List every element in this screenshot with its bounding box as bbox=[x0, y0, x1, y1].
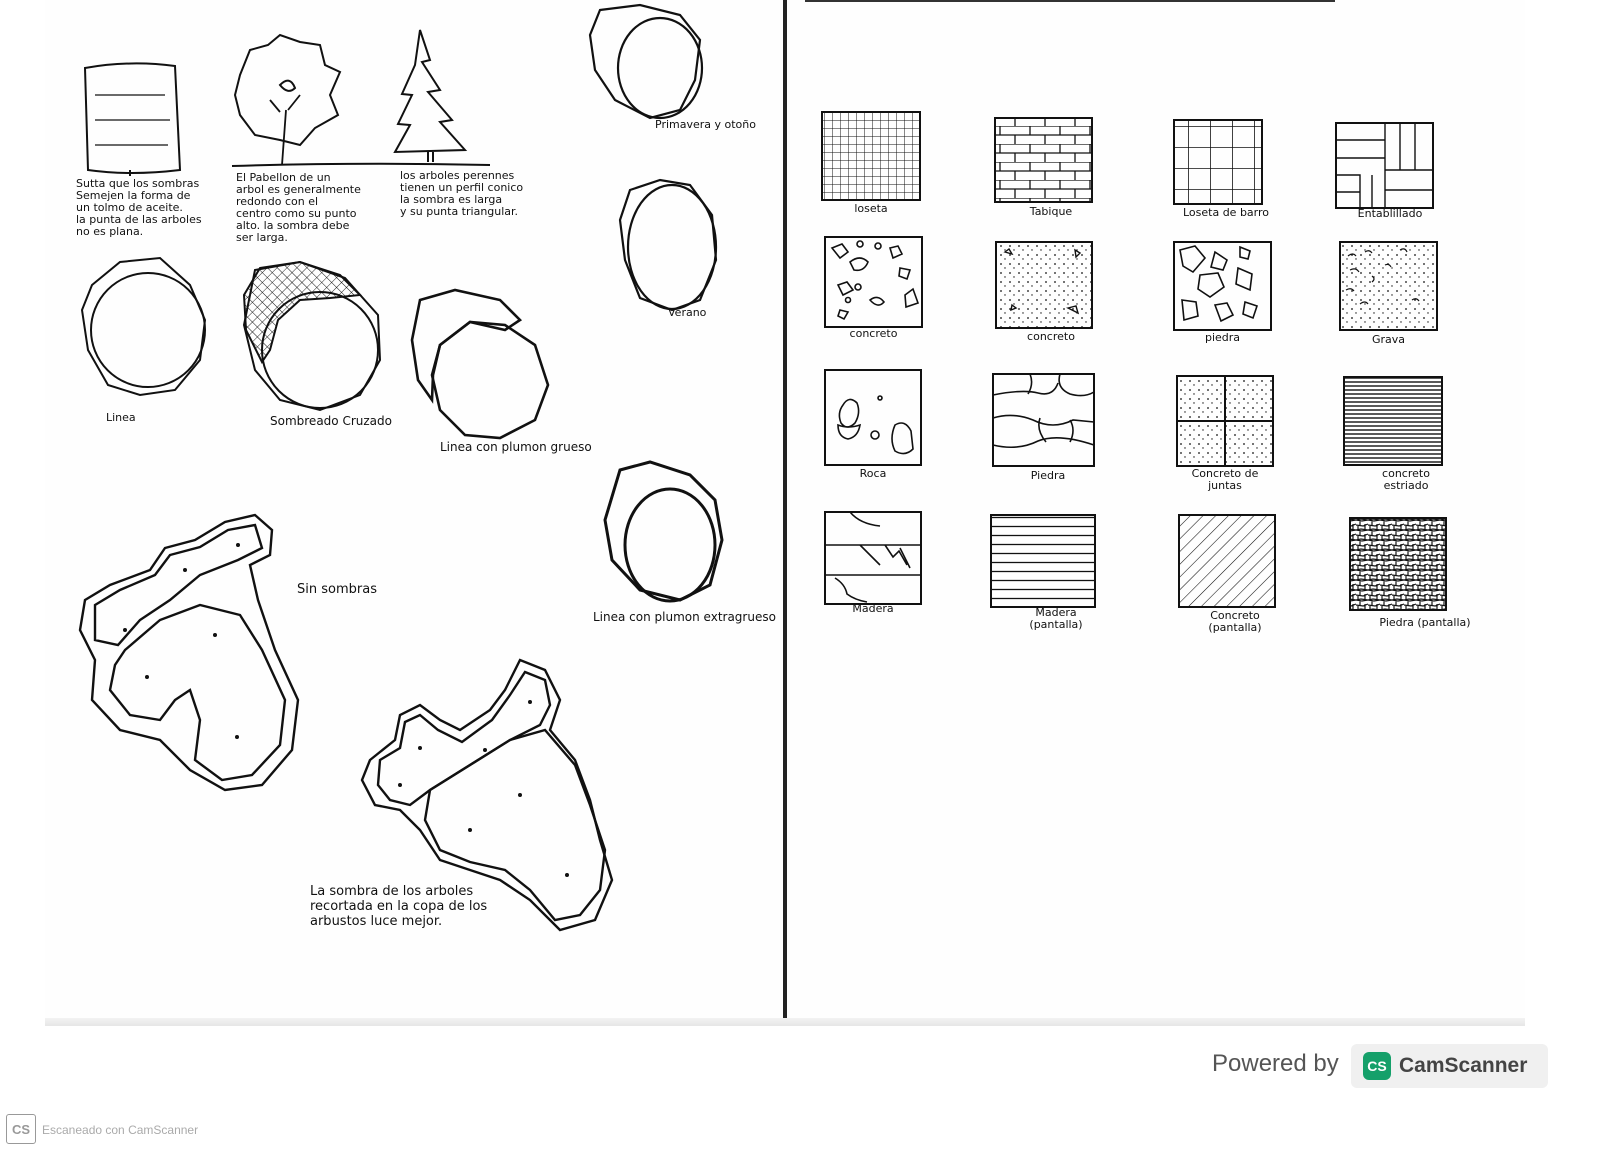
tree-round-elevation bbox=[235, 35, 340, 165]
texture-loseta bbox=[822, 112, 920, 200]
note-rectangle-tree: Sutta que los sombras Semejen la forma de un tolmo de aceite. la punta de las arboles no es plana. bbox=[76, 177, 202, 238]
texture-label: loseta bbox=[854, 202, 888, 215]
texture-label: Concreto de juntas bbox=[1191, 467, 1259, 492]
powered-by-text: Powered by bbox=[1212, 1050, 1339, 1077]
texture-label: Madera (pantalla) bbox=[1029, 606, 1083, 631]
texture-concreto-pantalla bbox=[1179, 515, 1275, 607]
camscanner-small-logo-icon: CS bbox=[6, 1114, 36, 1144]
texture-label: Piedra (pantalla) bbox=[1379, 616, 1471, 629]
texture-concreto-2 bbox=[996, 242, 1092, 328]
tree-conifer-elevation bbox=[395, 30, 465, 162]
plan-sin-sombras bbox=[80, 515, 298, 790]
texture-madera-pantalla bbox=[991, 515, 1095, 607]
texture-label: concreto bbox=[849, 327, 898, 340]
texture-label: Piedra bbox=[1030, 469, 1066, 482]
scan-note: Escaneado con CamScanner bbox=[42, 1123, 199, 1137]
texture-label: concreto estriado bbox=[1382, 467, 1430, 492]
texture-label: Loseta de barro bbox=[1182, 206, 1270, 219]
texture-piedra-1 bbox=[1174, 242, 1271, 330]
label-plumon-grueso: Linea con plumon grueso bbox=[440, 440, 592, 454]
ground-line bbox=[232, 164, 490, 166]
camscanner-badge[interactable] bbox=[1351, 1044, 1548, 1088]
texture-entablillado bbox=[1336, 123, 1433, 208]
texture-loseta-barro bbox=[1174, 120, 1262, 204]
texture-roca bbox=[825, 370, 921, 465]
note-round-tree: El Pabellon de un arbol es generalmente redondo con el centro como su punto alto. la sombra debe ser larga. bbox=[236, 171, 361, 244]
label-verano: Verano bbox=[668, 306, 707, 319]
texture-concreto-juntas bbox=[1177, 376, 1273, 466]
label-sombreado: Sombreado Cruzado bbox=[270, 414, 392, 428]
texture-piedra-pantalla bbox=[1350, 518, 1446, 610]
camscanner-logo-icon: CS bbox=[1363, 1052, 1391, 1080]
plan-sombreado-cruzado bbox=[244, 262, 380, 410]
texture-label: Concreto (pantalla) bbox=[1208, 609, 1262, 634]
texture-label: concreto bbox=[1027, 330, 1075, 343]
plan-plumon-extra bbox=[605, 462, 722, 601]
plan-plumon-grueso bbox=[412, 290, 548, 438]
texture-label: Grava bbox=[1371, 333, 1406, 346]
plan-primavera bbox=[590, 5, 702, 118]
texture-madera bbox=[825, 512, 921, 604]
texture-grava bbox=[1340, 242, 1437, 330]
texture-piedra-2 bbox=[993, 374, 1094, 466]
label-sin-sombras: Sin sombras bbox=[297, 582, 377, 597]
label-primavera: Primavera y otoño bbox=[655, 118, 756, 131]
texture-concreto-estriado bbox=[1344, 377, 1442, 465]
label-recortada: La sombra de los arboles recortada en la copa de los arbustos luce mejor. bbox=[310, 884, 488, 929]
texture-label: Tabique bbox=[1029, 205, 1073, 218]
camscanner-brand-name: CamScanner bbox=[1399, 1054, 1528, 1077]
texture-label: Madera bbox=[852, 602, 894, 615]
plan-verano bbox=[620, 180, 716, 310]
texture-label: Roca bbox=[859, 467, 887, 480]
note-conifer: los arboles perennes tienen un perfil conico la sombra es larga y su punta triangular. bbox=[400, 169, 524, 218]
tree-rectangle-elevation bbox=[85, 63, 180, 176]
texture-tabique bbox=[995, 118, 1092, 202]
texture-label: Entablillado bbox=[1357, 207, 1423, 220]
label-plumon-extra: Linea con plumon extragrueso bbox=[593, 610, 776, 624]
plan-linea bbox=[82, 258, 205, 395]
texture-label: piedra bbox=[1204, 331, 1241, 344]
texture-concreto-1 bbox=[825, 237, 922, 327]
label-linea: Linea bbox=[106, 411, 136, 424]
